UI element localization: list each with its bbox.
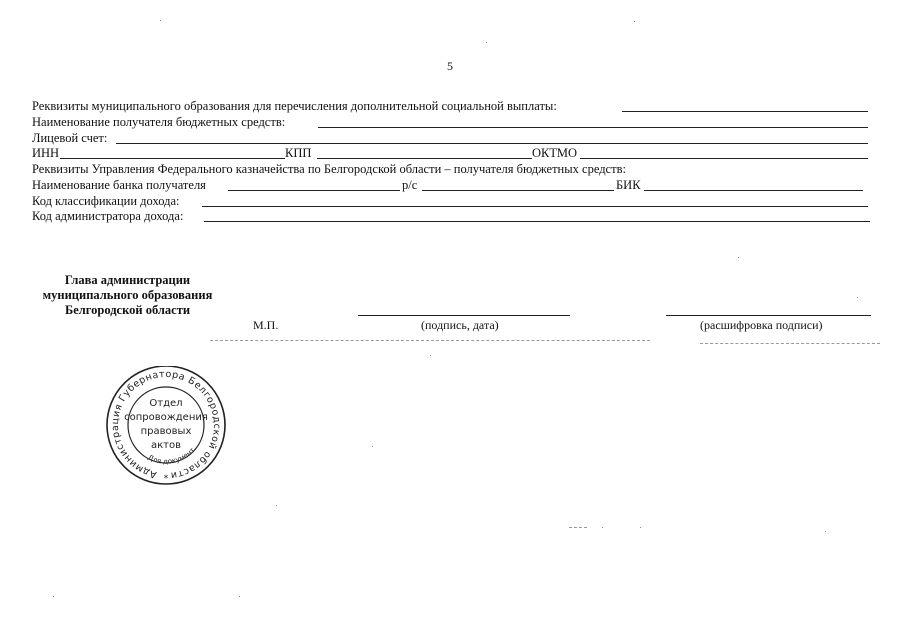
scan-dot bbox=[486, 42, 487, 43]
scan-dot bbox=[602, 527, 603, 528]
account-label: Лицевой счет: bbox=[32, 131, 108, 145]
rs-label: р/с bbox=[402, 178, 418, 192]
mp-label: М.П. bbox=[253, 318, 279, 332]
stamp-star: * bbox=[163, 474, 169, 484]
scan-dot bbox=[160, 20, 161, 21]
stamp-center-line-2: сопровождения bbox=[124, 412, 208, 423]
requisites-mun-org-label: Реквизиты муниципального образования для перечисления дополнительной социальной выплаты: bbox=[32, 99, 557, 113]
decoding-caption: (расшифровка подписи) bbox=[700, 318, 823, 332]
scan-dot bbox=[634, 21, 635, 22]
kpp-fill-line bbox=[317, 158, 532, 159]
account-fill-line bbox=[116, 143, 868, 144]
treasury-label: Реквизиты Управления Федерального казначейства по Белгородской области – получателя бюджетных средств: bbox=[32, 162, 626, 176]
stamp-graphic bbox=[100, 366, 232, 486]
official-stamp bbox=[100, 366, 232, 486]
stamp-center-line-1: Отдел bbox=[149, 398, 183, 409]
scan-dot bbox=[239, 596, 240, 597]
stamp-bottom-text: Для документ bbox=[146, 446, 197, 466]
inn-kpp-oktmo-row bbox=[32, 146, 868, 160]
scan-dot bbox=[276, 505, 277, 506]
kpp-label: КПП bbox=[285, 146, 312, 160]
decoding-line bbox=[666, 315, 871, 316]
signatory-title bbox=[20, 273, 235, 318]
inn-label: ИНН bbox=[32, 146, 60, 160]
scan-dot bbox=[372, 446, 373, 447]
recipient-name-label: Наименование получателя бюджетных средств: bbox=[32, 115, 286, 129]
admin-code-fill-line bbox=[204, 221, 870, 222]
signature-line bbox=[358, 315, 570, 316]
scan-dot bbox=[640, 527, 641, 528]
sign-date-caption: (подпись, дата) bbox=[421, 318, 499, 332]
stamp-center-line-3: правовых bbox=[140, 426, 192, 437]
bank-rs-bik-row bbox=[32, 178, 863, 192]
scan-dot bbox=[825, 531, 826, 532]
signatory-title-line-2: муниципального образования bbox=[42, 288, 213, 302]
scan-artifact-line bbox=[210, 340, 650, 341]
bik-label: БИК bbox=[616, 178, 641, 192]
scan-artifact-line-2 bbox=[700, 343, 880, 344]
signatory-title-line-1: Глава администрации bbox=[64, 273, 191, 287]
recipient-name-row bbox=[32, 115, 868, 129]
stamp-center-line-4: актов bbox=[150, 440, 182, 451]
income-code-row bbox=[32, 194, 868, 208]
signatory-title-line-3: Белгородской области bbox=[64, 303, 191, 317]
scan-dot bbox=[738, 257, 739, 258]
bank-name-label: Наименование банка получателя bbox=[32, 178, 206, 192]
scan-dot bbox=[857, 297, 858, 298]
scan-dot bbox=[430, 355, 431, 356]
admin-code-label: Код администратора дохода: bbox=[32, 209, 184, 223]
inn-fill-line bbox=[60, 158, 285, 159]
recipient-name-fill-line bbox=[318, 127, 868, 128]
account-row bbox=[32, 131, 868, 145]
bik-fill-line bbox=[644, 190, 863, 191]
oktmo-fill-line bbox=[580, 158, 868, 159]
rs-fill-line bbox=[422, 190, 614, 191]
scan-dot bbox=[53, 596, 54, 597]
mun-org-fill-line bbox=[622, 111, 868, 112]
bank-name-fill-line bbox=[228, 190, 400, 191]
oktmo-label: ОКТМО bbox=[532, 146, 577, 160]
income-code-fill-line bbox=[202, 206, 868, 207]
scan-artifact-line-3 bbox=[569, 527, 587, 528]
admin-code-row bbox=[32, 209, 870, 223]
income-code-label: Код классификации дохода: bbox=[32, 194, 180, 208]
treasury-row bbox=[32, 162, 868, 176]
requisites-mun-org-row bbox=[32, 99, 868, 113]
stamp-ring-text: Администрация Губернатора Белгородской области bbox=[109, 368, 223, 481]
page-number: 5 bbox=[447, 59, 453, 73]
